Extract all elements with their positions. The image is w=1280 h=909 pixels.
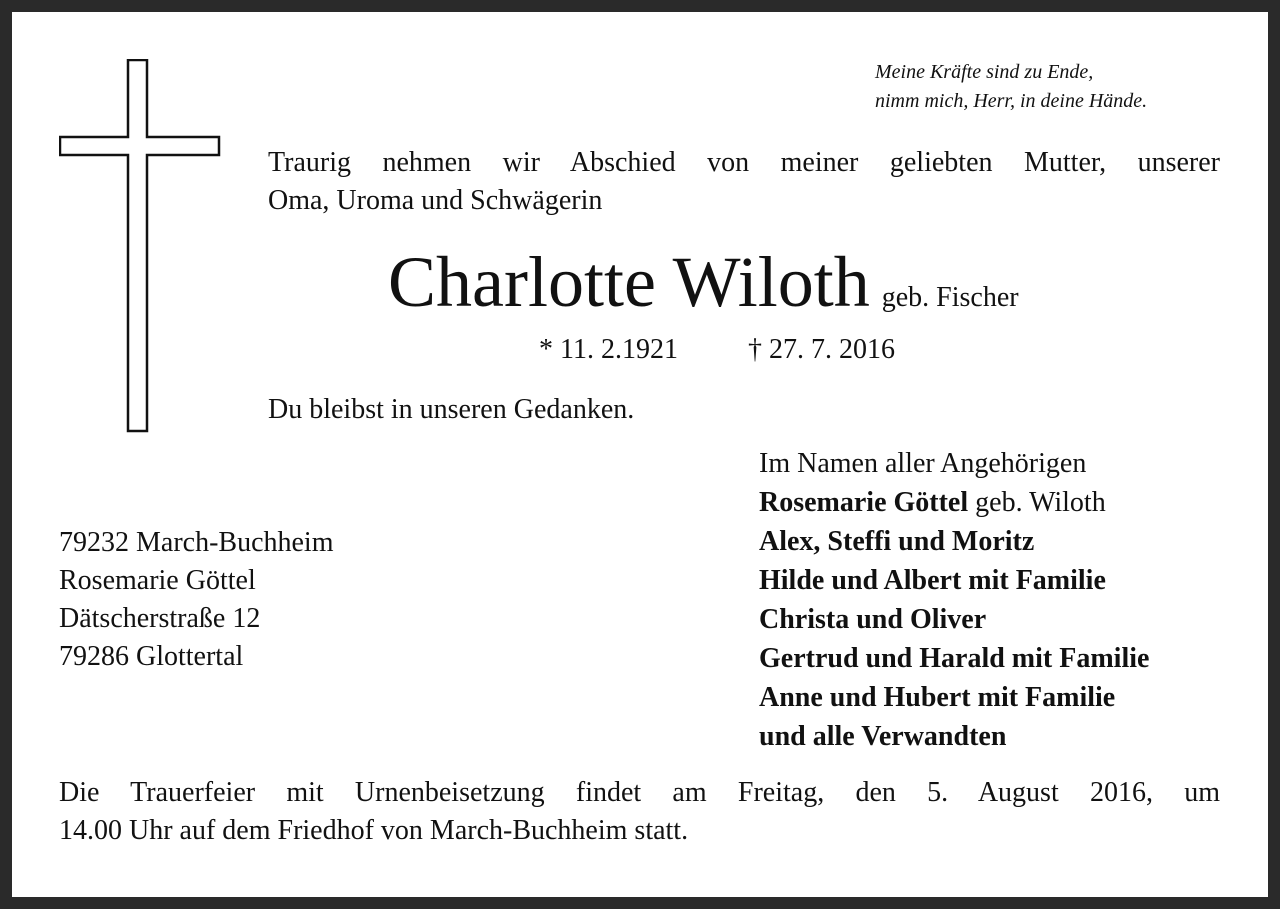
intro-line: Oma, Uroma und Schwägerin	[268, 185, 603, 216]
family-member: Anne und Hubert mit Familie	[759, 682, 1116, 713]
motto-verse	[875, 58, 1147, 116]
address-line: 79232 March-Buchheim	[59, 527, 334, 558]
address-line: Rosemarie Göttel	[59, 565, 256, 596]
remembrance-line: Du bleibst in unseren Gedanken.	[268, 394, 635, 425]
family-member-name: Rosemarie Göttel	[759, 487, 969, 518]
family-member: Christa und Oliver	[759, 604, 987, 635]
family-member-nee: geb. Wiloth	[968, 487, 1106, 518]
death-date: † 27. 7. 2016	[747, 334, 895, 365]
cross-icon	[59, 59, 221, 433]
deceased-name-row	[388, 240, 1019, 324]
family-heading: Im Namen aller Angehörigen	[759, 448, 1087, 479]
service-line: Die Trauerfeier mit Urnenbeisetzung findet am Freitag, den 5. August 2016, um	[59, 777, 1220, 808]
address-line: 79286 Glottertal	[59, 641, 244, 672]
contact-address	[59, 524, 334, 676]
family-member: Alex, Steffi und Moritz	[759, 526, 1035, 557]
address-line: Dätscherstraße 12	[59, 603, 261, 634]
service-line: 14.00 Uhr auf dem Friedhof von March-Buchheim statt.	[59, 815, 689, 846]
family-member: Hilde und Albert mit Familie	[759, 565, 1106, 596]
family-member	[759, 483, 1149, 522]
maiden-name: geb. Fischer	[881, 282, 1019, 313]
life-dates	[539, 332, 895, 368]
obituary-notice	[12, 12, 1268, 897]
motto-line: Meine Kräfte sind zu Ende,	[875, 61, 1094, 83]
birth-date: * 11. 2.1921	[539, 334, 678, 365]
family-member: Gertrud und Harald mit Familie	[759, 643, 1150, 674]
intro-text	[268, 144, 1220, 220]
family-signatures	[759, 444, 1149, 756]
intro-line: Traurig nehmen wir Abschied von meiner geliebten Mutter, unserer	[268, 147, 1220, 178]
funeral-service-info	[59, 774, 1220, 850]
motto-line: nimm mich, Herr, in deine Hände.	[875, 90, 1148, 112]
family-member: und alle Verwandten	[759, 721, 1007, 752]
deceased-name: Charlotte Wiloth	[388, 242, 870, 322]
